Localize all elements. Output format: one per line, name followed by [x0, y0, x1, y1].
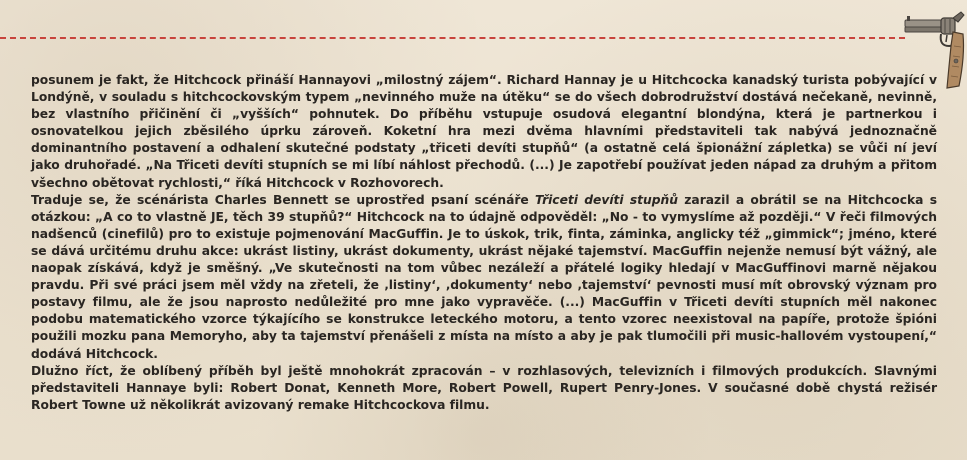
paragraph: posunem je fakt, že Hitchcock přináší Hannayovi „milostný zájem“. Richard Hannay je u Hitchcocka kanadský turista pobývající v Londýně, v souladu s hitchcockovským typem „nevinného muže na útěku“ se do všech dobrodružství dostává nečekaně, nevinně, bez vlastního přičinění či „vyšších“ pohnutek. Do příběhu vstupuje osudová elegantní blondýna, která je partnerkou i osnovatelkou jejich zběsilého úprku zároveň. Koketní hra mezi dvěma hlavními představiteli tak nabývá jednoznačně dominantního postavení a odhalení skutečné podstaty „třiceti devíti stupňů“ (a ostatně celá špionážní zápletka) se vůči ní jeví jako druhořadé. „Na Třiceti devíti stupních se mi líbí náhlost přechodů. (...) Je zapotřebí používat jeden nápad za druhým a přitom všechno obětovat rychlosti,“ říká Hitchcock v Rozhovorech.	[31, 73, 937, 190]
article-text	[31, 72, 937, 414]
paragraph: Dlužno říct, že oblíbený příběh byl ještě mnohokrát zpracován – v rozhlasových, televizních i filmových produkcích. Slavnými představiteli Hannaye byli: Robert Donat, Kenneth More, Robert Powell, Rupert Penry-Jones. V současné době chystá režisér Robert Towne už několikrát avizovaný remake Hitchcockova filmu.	[31, 363, 937, 412]
paragraph-text: Traduje se, že scénárista Charles Bennett se uprostřed psaní scénáře	[31, 192, 536, 207]
paragraph-text: zarazil a obrátil se na Hitchcocka s otázkou: „A co to vlastně JE, těch 39 stupňů?“ Hitchcock na to údajně odpověděl: „No - to vymyslíme až později.“ V řeči filmových nadšenců (cinefilů) pro to existuje pojmenování MacGuffin. Je to úskok, trik, finta, záminka, anglicky též „gimmick“; jméno, které se dává určitému druhu akce: ukrást listiny, ukrást dokumenty, ukrást nějaké tajemství. MacGuffin nejenže nemusí být vážný, ale naopak získává, když je směšný. „Ve skutečnosti na tom vůbec nezáleží a přátelé logiky hledají v MacGuffinovi marně nějakou pravdu. Při své práci jsem měl vždy na zřeteli, že ‚listiny‘, ‚dokumenty‘ nebo ‚tajemství‘ pevnosti musí mít obrovský význam pro postavy filmu, ale že jsou naprosto nedůležité pro mne jako vypravěče. (...) MacGuffin v Třiceti devíti stupních měl nakonec podobu matematického vzorce týkajícího se konstrukce leteckého motoru, a tento vzorec neexistoval na papíře, protože špióni použili mozku pana Memoryho, aby ta tajemství přenášeli z místa na místo a aby je pak tlumočili při music-hallovém vystoupení,“ dodává Hitchcock.	[31, 192, 937, 361]
paragraph	[31, 192, 937, 363]
film-title: Třiceti devíti stupňů	[535, 192, 679, 207]
dashed-divider	[0, 37, 905, 39]
